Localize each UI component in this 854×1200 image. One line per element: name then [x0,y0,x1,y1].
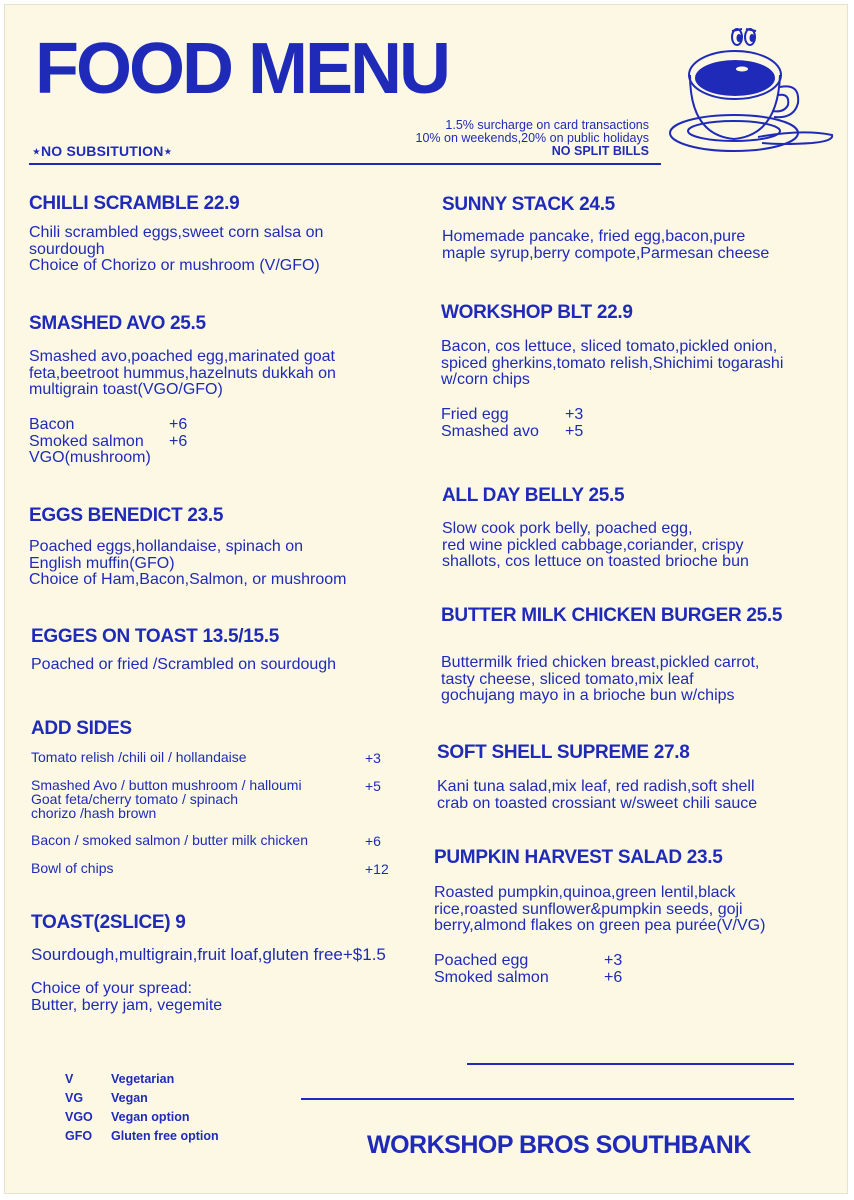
addon-name: Fried egg [441,406,509,423]
pumpkin-desc-line-1: Roasted pumpkin,quinoa,green lentil,black [434,884,736,901]
avo-desc-line-2: feta,beetroot hummus,hazelnuts dukkah on [29,364,336,382]
smashed-avo-desc [29,349,336,399]
side-line: chorizo /hash brown [31,805,157,821]
burger-desc-line-1: Buttermilk fried chicken breast,pickled carrot, [441,654,760,671]
addon-note: VGO(mushroom) [29,449,151,466]
side-line: Smashed Avo / button mushroom / halloumi [31,777,302,793]
side-price: +3 [365,750,381,766]
chilli-scramble-title: CHILLI SCRAMBLE 22.9 [29,193,240,214]
legend-item [65,1069,219,1088]
toast-spread [31,981,222,1014]
addon-name: Poached egg [434,952,529,969]
side-item-chips: Bowl of chips [31,860,114,876]
avo-desc-line-3: multigrain toast(VGO/GFO) [29,381,223,398]
footer-divider-short [467,1063,794,1065]
pumpkin-desc-line-3: berry,almond flakes on green pea purée(V/VG) [434,917,766,934]
addon-price: +6 [169,432,188,450]
blt-desc-line-3: w/corn chips [441,371,530,388]
side-price: +5 [365,778,381,794]
legend-meaning: Vegetarian [111,1071,175,1086]
side-price: +6 [365,833,381,849]
chicken-burger-title: BUTTER MILK CHICKEN BURGER 25.5 [441,605,783,626]
add-sides-title: ADD SIDES [31,718,132,739]
addon-price: +5 [565,422,584,440]
footer-divider-long [301,1098,794,1100]
workshop-blt-desc [441,339,783,389]
workshop-blt-title: WORKSHOP BLT 22.9 [441,302,633,323]
addon-name: Smoked salmon [434,968,549,986]
sunny-stack-desc [442,229,769,262]
no-substitution-note: ⋆NO SUBSITUTION⋆ [32,143,173,159]
all-day-belly-title: ALL DAY BELLY 25.5 [442,485,625,506]
belly-desc-line-2: red wine pickled cabbage,coriander, crispy [442,536,744,554]
spread-line-1: Choice of your spread: [31,980,192,997]
addon-price: +6 [169,416,188,433]
dietary-legend [65,1069,219,1145]
softshell-desc-line-2: crab on toasted crossiant w/sweet chili sauce [437,794,758,812]
restaurant-name: WORKSHOP BROS SOUTHBANK [367,1131,751,1159]
blt-desc-line-2: spiced gherkins,tomato relish,Shichimi togarashi [441,354,784,372]
legend-meaning: Vegan [111,1090,148,1105]
coffee-cup-with-eyes-icon [662,25,842,165]
chilli-desc-line-2: sourdough [29,240,105,258]
smashed-avo-addons [29,417,187,467]
addon-price: +3 [604,952,623,969]
legend-abbr: GFO [65,1128,93,1143]
legend-meaning: Gluten free option [111,1128,219,1143]
addon-name: Smashed avo [441,422,539,440]
eggs-benedict-desc [29,539,346,589]
legend-item [65,1126,219,1145]
avo-desc-line-1: Smashed avo,poached egg,marinated goat [29,348,335,365]
side-price: +12 [365,861,389,877]
spread-line-2: Butter, berry jam, vegemite [31,996,223,1014]
legend-abbr: V [65,1071,74,1086]
smashed-avo-title: SMASHED AVO 25.5 [29,313,206,334]
benedict-desc-line-3: Choice of Ham,Bacon,Salmon, or mushroom [29,571,347,588]
legend-abbr: VG [65,1090,84,1105]
burger-desc-line-3: gochujang mayo in a brioche bun w/chips [441,687,735,704]
surcharge-notes [416,119,650,158]
workshop-blt-addons [441,407,583,440]
addon-name: Smoked salmon [29,432,144,450]
eggs-benedict-title: EGGS BENEDICT 23.5 [29,505,224,526]
eggs-on-toast-desc: Poached or fried /Scrambled on sourdough [31,656,337,673]
toast-options: Sourdough,multigrain,fruit loaf,gluten free+$1.5 [31,945,386,964]
note-weekends: 10% on weekends,20% on public holidays [415,131,649,145]
burger-desc-line-2: tasty cheese, sliced tomato,mix leaf [441,670,694,688]
benedict-desc-line-1: Poached eggs,hollandaise, spinach on [29,538,303,555]
addon-price: +6 [604,968,623,986]
blt-desc-line-1: Bacon, cos lettuce, sliced tomato,pickled onion, [441,338,778,355]
belly-desc-line-3: shallots, cos lettuce on toasted brioche bun [442,553,749,570]
sunny-stack-title: SUNNY STACK 24.5 [442,194,615,215]
soft-shell-title: SOFT SHELL SUPREME 27.8 [437,742,690,763]
chilli-desc-line-1: Chili scrambled eggs,sweet corn salsa on [29,224,324,241]
soft-shell-desc [437,779,757,812]
header-divider [29,163,661,165]
note-surcharge: 1.5% surcharge on card transactions [445,118,649,132]
toast-title: TOAST(2SLICE) 9 [31,912,186,933]
legend-abbr: VGO [65,1109,93,1124]
sunny-desc-line-2: maple syrup,berry compote,Parmesan cheese [442,244,770,262]
legend-item [65,1088,219,1107]
chilli-scramble-desc [29,225,323,275]
pumpkin-salad-title: PUMPKIN HARVEST SALAD 23.5 [434,847,723,868]
chilli-desc-line-3: Choice of Chorizo or mushroom (V/GFO) [29,257,320,274]
side-item-extras [31,778,302,820]
sunny-desc-line-1: Homemade pancake, fried egg,bacon,pure [442,228,746,245]
menu-page [4,4,848,1194]
side-line: Goat feta/cherry tomato / spinach [31,791,238,807]
legend-item [65,1107,219,1126]
pumpkin-desc-line-2: rice,roasted sunflower&pumpkin seeds, goji [434,900,743,918]
side-item-proteins: Bacon / smoked salmon / butter milk chicken [31,832,309,848]
legend-meaning: Vegan option [111,1109,190,1124]
chicken-burger-desc [441,655,759,705]
all-day-belly-desc [442,521,749,571]
side-item-sauces: Tomato relish /chili oil / hollandaise [31,749,247,765]
belly-desc-line-1: Slow cook pork belly, poached egg, [442,520,693,537]
pumpkin-salad-desc [434,885,765,935]
addon-name: Bacon [29,416,75,433]
eggs-on-toast-title: EGGES ON TOAST 13.5/15.5 [31,626,279,647]
softshell-desc-line-1: Kani tuna salad,mix leaf, red radish,soft shell [437,778,755,795]
note-split-bills: NO SPLIT BILLS [551,144,649,158]
page-title: FOOD MENU [35,29,448,109]
benedict-desc-line-2: English muffin(GFO) [29,554,175,572]
pumpkin-salad-addons [434,953,622,986]
addon-price: +3 [565,406,584,423]
